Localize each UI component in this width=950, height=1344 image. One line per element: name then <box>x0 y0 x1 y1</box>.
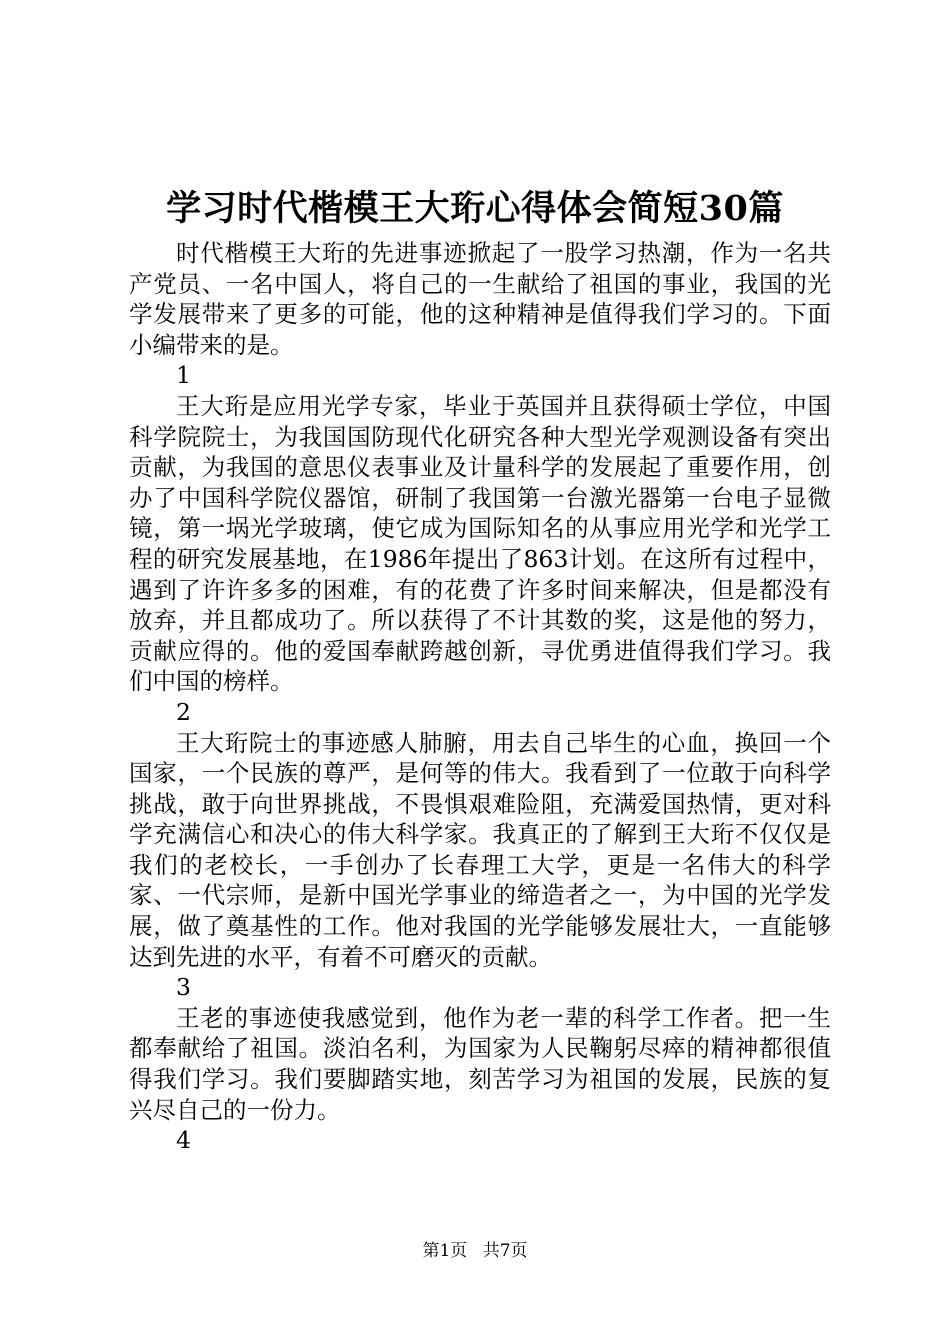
section-paragraph-3: 王老的事迹使我感觉到，他作为老一辈的科学工作者。把一生都奉献给了祖国。淡泊名利，为国家为人民鞠躬尽瘁的精神都很值得我们学习。我们要脚踏实地，刻苦学习为祖国的发展，民族的复兴尽自己的一份力。 <box>129 1003 831 1124</box>
page-number: 第1页 <box>422 1241 468 1261</box>
section-number-4: 4 <box>176 1126 191 1155</box>
section-number-1: 1 <box>176 361 191 390</box>
page-total: 共7页 <box>482 1241 528 1261</box>
document-body <box>129 238 831 1156</box>
section-number-2: 2 <box>176 697 191 726</box>
section-paragraph-1: 王大珩是应用光学专家，毕业于英国并且获得硕士学位，中国科学院院士，为我国国防现代化研究各种大型光学观测设备有突出贡献，为我国的意思仪表事业及计量科学的发展起了重要作用，创办了中国科学院仪器馆，研制了我国第一台激光器第一台电子显微镜，第一埚光学玻璃，使它成为国际知名的从事应用光学和光学工程的研究发展基地，在1986年提出了863计划。在这所有过程中，遇到了许许多多的困难，有的花费了许多时间来解决，但是都没有放弃，并且都成功了。所以获得了不计其数的奖，这是他的努力，贡献应得的。他的爱国奉献跨越创新，寻优勇进值得我们学习。我们中国的榜样。 <box>129 391 831 696</box>
page-footer <box>0 1239 950 1263</box>
section-paragraph-2: 王大珩院士的事迹感人肺腑，用去自己毕生的心血，换回一个国家，一个民族的尊严，是何等的伟大。我看到了一位敢于向科学挑战，敢于向世界挑战，不畏惧艰难险阻，充满爱国热情，更对科学充满信心和决心的伟大科学家。我真正的了解到王大珩不仅仅是我们的老校长，一手创办了长春理工大学，更是一名伟大的科学家、一代宗师，是新中国光学事业的缔造者之一，为中国的光学发展，做了奠基性的工作。他对我国的光学能够发展壮大，一直能够达到先进的水平，有着不可磨灭的贡献。 <box>129 728 831 971</box>
document-title: 学习时代楷模王大珩心得体会简短30篇 <box>166 188 784 229</box>
intro-paragraph: 时代楷模王大珩的先进事迹掀起了一股学习热潮，作为一名共产党员、一名中国人，将自己的一生献给了祖国的事业，我国的光学发展带来了更多的可能，他的这种精神是值得我们学习的。下面小编带来的是。 <box>129 239 831 359</box>
section-number-3: 3 <box>176 973 191 1002</box>
